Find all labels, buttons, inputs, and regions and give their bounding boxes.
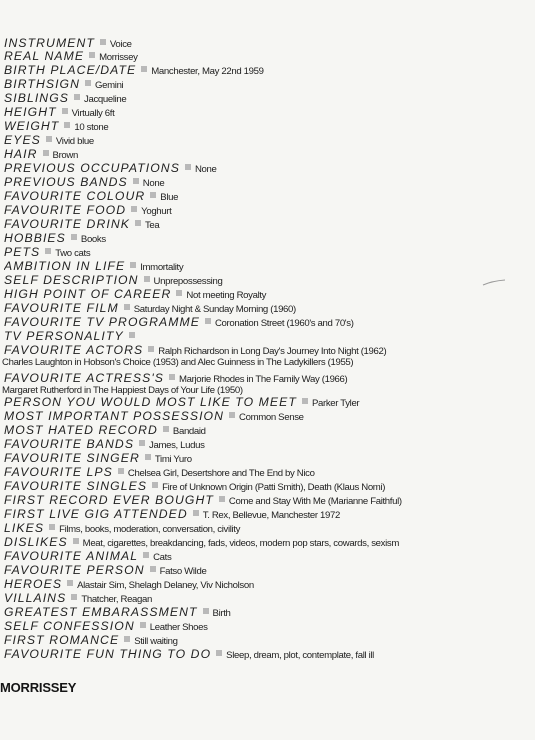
separator-square-icon: [131, 206, 137, 212]
field-row: [4, 217, 535, 231]
field-value: Blue: [160, 192, 179, 203]
field-value: Alastair Sim, Shelagh Delaney, Viv Nicholson: [77, 580, 254, 591]
separator-square-icon: [118, 468, 124, 474]
field-value: Sleep, dream, plot, contemplate, fall ill: [226, 650, 374, 661]
field-label: VILLAINS: [4, 591, 67, 605]
field-label: FAVOURITE ACTORS: [4, 343, 144, 357]
field-value: Films, books, moderation, conversation, civility: [59, 524, 241, 535]
field-value: Morrissey: [99, 52, 138, 63]
field-label: EYES: [4, 133, 41, 147]
field-label: MOST IMPORTANT POSSESSION: [4, 409, 225, 423]
separator-square-icon: [150, 566, 156, 572]
field-label: HIGH POINT OF CAREER: [4, 287, 172, 301]
field-value: T. Rex, Bellevue, Manchester 1972: [202, 510, 340, 521]
field-value: Manchester, May 22nd 1959: [151, 66, 264, 77]
field-value: Chelsea Girl, Desertshore and The End by Nico: [127, 468, 315, 479]
field-label: SELF DESCRIPTION: [4, 273, 139, 287]
field-row: [4, 395, 535, 409]
field-value: Coronation Street (1960's and 70's): [214, 318, 354, 329]
field-label: FAVOURITE FOOD: [4, 203, 127, 217]
field-row: [4, 329, 535, 343]
field-label: FAVOURITE TV PROGRAMME: [4, 315, 200, 329]
field-row: [4, 175, 535, 189]
field-value: Meat, cigarettes, breakdancing, fads, videos, modern pop stars, cowards, sexism: [82, 538, 399, 549]
separator-square-icon: [144, 276, 150, 282]
field-row: [4, 315, 535, 329]
separator-square-icon: [62, 108, 68, 114]
field-row: [4, 493, 535, 507]
separator-square-icon: [49, 524, 55, 530]
field-value: None: [194, 164, 217, 175]
field-row: [4, 147, 535, 161]
field-value: Common Sense: [239, 412, 304, 423]
separator-square-icon: [302, 398, 308, 404]
field-label: TV PERSONALITY: [4, 329, 124, 343]
field-row: [4, 259, 535, 273]
field-label: DISLIKES: [4, 535, 68, 549]
field-row: [4, 507, 535, 521]
field-row: [4, 77, 535, 91]
field-value: Leather Shoes: [149, 622, 208, 633]
field-value: Saturday Night & Sunday Morning (1960): [133, 304, 296, 315]
field-row: [4, 371, 535, 385]
field-label: FAVOURITE FUN THING TO DO: [4, 647, 212, 661]
field-value: Jacqueline: [84, 94, 127, 105]
field-label: GREATEST EMBARASSMENT: [4, 605, 198, 619]
field-value: Virtually 6ft: [71, 108, 115, 119]
separator-square-icon: [219, 496, 225, 502]
field-label: PETS: [4, 245, 41, 259]
field-label: HOBBIES: [4, 231, 66, 245]
separator-square-icon: [135, 220, 141, 226]
separator-square-icon: [152, 482, 158, 488]
field-label: FAVOURITE SINGER: [4, 451, 140, 465]
separator-square-icon: [193, 510, 199, 516]
field-value: Immortality: [140, 262, 184, 273]
field-row: [4, 633, 535, 647]
field-value: Brown: [52, 150, 78, 161]
field-label: FAVOURITE PERSON: [4, 563, 145, 577]
field-value: Unprepossessing: [153, 276, 223, 287]
field-value: Come and Stay With Me (Marianne Faithful): [228, 496, 402, 507]
field-label: FIRST LIVE GIG ATTENDED: [4, 507, 188, 521]
field-value: Not meeting Royalty: [186, 290, 267, 301]
field-row: [4, 409, 535, 423]
field-value: James, Ludus: [149, 440, 205, 451]
separator-square-icon: [71, 234, 77, 240]
field-value: None: [142, 178, 165, 189]
field-label: FAVOURITE FILM: [4, 301, 119, 315]
field-row: [4, 63, 535, 77]
field-row: [4, 161, 535, 175]
field-value-continuation: Margaret Rutherford in The Happiest Days of Your Life (1950): [2, 385, 243, 396]
separator-square-icon: [43, 150, 49, 156]
separator-square-icon: [73, 538, 79, 544]
field-label: FAVOURITE COLOUR: [4, 189, 146, 203]
field-row: [4, 343, 535, 357]
field-label: MOST HATED RECORD: [4, 423, 158, 437]
separator-square-icon: [133, 178, 139, 184]
field-label: HAIR: [4, 147, 38, 161]
field-value: Gemini: [95, 80, 124, 91]
field-row: [4, 437, 535, 451]
separator-square-icon: [46, 136, 52, 142]
separator-square-icon: [148, 346, 154, 352]
field-label: FAVOURITE SINGLES: [4, 479, 148, 493]
field-label: FAVOURITE ANIMAL: [4, 549, 139, 563]
field-label: PREVIOUS BANDS: [4, 175, 128, 189]
field-label: BIRTH PLACE/DATE: [4, 63, 137, 77]
separator-square-icon: [169, 374, 175, 380]
separator-square-icon: [229, 412, 235, 418]
separator-square-icon: [141, 66, 147, 72]
field-value: Thatcher, Reagan: [81, 594, 152, 605]
field-row: [4, 203, 535, 217]
field-value: Two cats: [55, 248, 91, 259]
field-row: [4, 549, 535, 563]
field-row: [4, 605, 535, 619]
field-value: Vivid blue: [55, 136, 94, 147]
field-row: [4, 36, 535, 50]
field-value: Books: [80, 234, 106, 245]
field-row: [4, 189, 535, 203]
separator-square-icon: [140, 622, 146, 628]
field-value: Fire of Unknown Origin (Patti Smith), Death (Klaus Nomi): [162, 482, 386, 493]
field-label: FIRST ROMANCE: [4, 633, 120, 647]
field-row: [4, 521, 535, 535]
separator-square-icon: [130, 262, 136, 268]
field-label: LIKES: [4, 521, 45, 535]
field-value: Voice: [109, 39, 132, 50]
field-row: [4, 301, 535, 315]
field-value: Timi Yuro: [154, 454, 192, 465]
field-label: FAVOURITE LPS: [4, 465, 113, 479]
field-label: HEROES: [4, 577, 63, 591]
field-label: SELF CONFESSION: [4, 619, 135, 633]
separator-square-icon: [145, 454, 151, 460]
field-row: [4, 451, 535, 465]
separator-square-icon: [143, 552, 149, 558]
field-row: [4, 647, 535, 661]
separator-square-icon: [45, 248, 51, 254]
field-label: FAVOURITE DRINK: [4, 217, 130, 231]
field-row: [4, 619, 535, 633]
field-row: [4, 273, 535, 287]
separator-square-icon: [71, 594, 77, 600]
field-label: AMBITION IN LIFE: [4, 259, 126, 273]
field-row: [4, 245, 535, 259]
field-label: BIRTHSIGN: [4, 77, 81, 91]
field-label: PREVIOUS OCCUPATIONS: [4, 161, 180, 175]
field-label: FIRST RECORD EVER BOUGHT: [4, 493, 214, 507]
separator-square-icon: [124, 636, 130, 642]
field-row: [4, 577, 535, 591]
field-label: WEIGHT: [4, 119, 60, 133]
separator-square-icon: [216, 650, 222, 656]
separator-square-icon: [163, 426, 169, 432]
field-value: Ralph Richardson in Long Day's Journey Into Night (1962): [158, 346, 387, 357]
separator-square-icon: [205, 318, 211, 324]
field-label: HEIGHT: [4, 105, 57, 119]
separator-square-icon: [176, 290, 182, 296]
field-value: Yoghurt: [141, 206, 172, 217]
field-row: [4, 465, 535, 479]
field-value: Marjorie Rhodes in The Family Way (1966): [179, 374, 348, 385]
field-value: Bandaid: [172, 426, 206, 437]
field-row: [4, 563, 535, 577]
field-row: [4, 479, 535, 493]
field-value: Parker Tyler: [311, 398, 360, 409]
field-row: [4, 91, 535, 105]
field-row: [4, 591, 535, 605]
field-row: [4, 119, 535, 133]
field-value-continuation: Charles Laughton in Hobson's Choice (1953) and Alec Guinness in The Ladykillers (1955): [2, 357, 354, 368]
field-value: Birth: [212, 608, 231, 619]
separator-square-icon: [89, 52, 95, 58]
field-label: REAL NAME: [4, 49, 85, 63]
field-row: [4, 49, 535, 63]
separator-square-icon: [203, 608, 209, 614]
separator-square-icon: [74, 94, 80, 100]
pencil-mark-icon: [482, 279, 506, 287]
separator-square-icon: [67, 580, 73, 586]
field-row: [4, 231, 535, 245]
field-value: Still waiting: [134, 636, 178, 647]
field-label: INSTRUMENT: [4, 36, 95, 50]
field-label: FAVOURITE ACTRESS'S: [4, 371, 165, 385]
field-value: Fatso Wilde: [159, 566, 207, 577]
separator-square-icon: [64, 122, 70, 128]
field-label: SIBLINGS: [4, 91, 70, 105]
artist-name: MORRISSEY: [0, 680, 77, 695]
field-row: [4, 105, 535, 119]
field-value: 10 stone: [74, 122, 109, 133]
separator-square-icon: [150, 192, 156, 198]
separator-square-icon: [185, 164, 191, 170]
separator-square-icon: [100, 39, 106, 45]
separator-square-icon: [124, 304, 130, 310]
separator-square-icon: [85, 80, 91, 86]
field-row: [4, 423, 535, 437]
field-value: Cats: [153, 552, 172, 563]
separator-square-icon: [139, 440, 145, 446]
field-label: FAVOURITE BANDS: [4, 437, 135, 451]
field-row: [4, 133, 535, 147]
field-value: Tea: [144, 220, 160, 231]
separator-square-icon: [129, 332, 135, 338]
field-label: PERSON YOU WOULD MOST LIKE TO MEET: [4, 395, 297, 409]
field-row: [4, 287, 535, 301]
field-row: [4, 535, 535, 549]
